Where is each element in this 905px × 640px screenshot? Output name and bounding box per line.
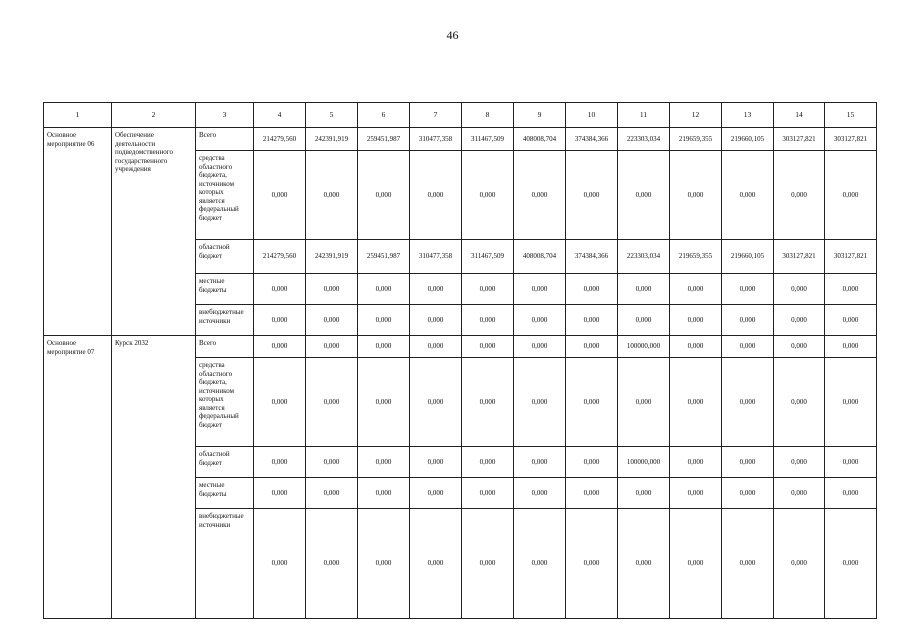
value-cell: 311467,509 — [462, 128, 514, 151]
funding-source: областной бюджет — [196, 447, 254, 478]
value-cell: 0,000 — [825, 151, 877, 240]
column-header: 6 — [358, 103, 410, 128]
value-cell: 0,000 — [566, 447, 618, 478]
value-cell: 0,000 — [462, 447, 514, 478]
value-cell: 0,000 — [306, 305, 358, 336]
value-cell: 0,000 — [566, 274, 618, 305]
value-cell: 0,000 — [462, 305, 514, 336]
activity-name: Основное мероприятие 07 — [44, 336, 112, 619]
value-cell: 0,000 — [410, 509, 462, 619]
value-cell: 0,000 — [618, 358, 670, 447]
value-cell: 0,000 — [306, 447, 358, 478]
value-cell: 311467,509 — [462, 240, 514, 274]
value-cell: 0,000 — [358, 336, 410, 358]
column-header: 1 — [44, 103, 112, 128]
value-cell: 219660,105 — [722, 240, 774, 274]
value-cell: 0,000 — [670, 447, 722, 478]
value-cell: 0,000 — [722, 336, 774, 358]
value-cell: 0,000 — [254, 151, 306, 240]
value-cell: 0,000 — [254, 358, 306, 447]
value-cell: 0,000 — [670, 509, 722, 619]
value-cell: 0,000 — [514, 358, 566, 447]
value-cell: 0,000 — [462, 274, 514, 305]
value-cell: 0,000 — [566, 336, 618, 358]
value-cell: 0,000 — [306, 336, 358, 358]
value-cell: 0,000 — [825, 305, 877, 336]
value-cell: 0,000 — [410, 305, 462, 336]
value-cell: 0,000 — [410, 358, 462, 447]
column-header: 5 — [306, 103, 358, 128]
value-cell: 0,000 — [254, 478, 306, 509]
value-cell: 0,000 — [774, 151, 825, 240]
value-cell: 0,000 — [514, 151, 566, 240]
value-cell: 408008,704 — [514, 240, 566, 274]
activity-name: Основное мероприятие 06 — [44, 128, 112, 336]
value-cell: 0,000 — [358, 305, 410, 336]
value-cell: 0,000 — [254, 447, 306, 478]
value-cell: 0,000 — [722, 305, 774, 336]
value-cell: 0,000 — [825, 358, 877, 447]
value-cell: 0,000 — [566, 509, 618, 619]
value-cell: 0,000 — [306, 509, 358, 619]
value-cell: 0,000 — [306, 358, 358, 447]
funding-source: средства областного бюджета, источником которых является федеральный бюджет — [196, 358, 254, 447]
value-cell: 214279,560 — [254, 128, 306, 151]
value-cell: 242391,919 — [306, 128, 358, 151]
table-row — [44, 336, 877, 358]
value-cell: 0,000 — [618, 151, 670, 240]
value-cell: 0,000 — [306, 151, 358, 240]
value-cell: 0,000 — [462, 358, 514, 447]
value-cell: 219659,355 — [670, 240, 722, 274]
value-cell: 0,000 — [774, 478, 825, 509]
value-cell: 303127,821 — [825, 128, 877, 151]
value-cell: 0,000 — [410, 274, 462, 305]
value-cell: 0,000 — [670, 305, 722, 336]
value-cell: 0,000 — [254, 509, 306, 619]
value-cell: 100000,000 — [618, 447, 670, 478]
value-cell: 0,000 — [722, 509, 774, 619]
value-cell: 0,000 — [514, 478, 566, 509]
value-cell: 0,000 — [514, 336, 566, 358]
value-cell: 303127,821 — [825, 240, 877, 274]
column-header: 3 — [196, 103, 254, 128]
value-cell: 0,000 — [410, 447, 462, 478]
activity-description: Курск 2032 — [112, 336, 196, 619]
funding-source: областной бюджет — [196, 240, 254, 274]
value-cell: 0,000 — [722, 151, 774, 240]
value-cell: 0,000 — [774, 447, 825, 478]
value-cell: 0,000 — [618, 274, 670, 305]
column-header: 12 — [670, 103, 722, 128]
column-header: 8 — [462, 103, 514, 128]
value-cell: 0,000 — [722, 447, 774, 478]
value-cell: 0,000 — [358, 358, 410, 447]
value-cell: 0,000 — [825, 509, 877, 619]
budget-table — [43, 102, 877, 619]
value-cell: 374384,366 — [566, 240, 618, 274]
value-cell: 0,000 — [722, 478, 774, 509]
value-cell: 0,000 — [358, 151, 410, 240]
funding-source: местные бюджеты — [196, 274, 254, 305]
value-cell: 0,000 — [670, 336, 722, 358]
value-cell: 0,000 — [774, 305, 825, 336]
funding-source: местные бюджеты — [196, 478, 254, 509]
value-cell: 0,000 — [825, 336, 877, 358]
value-cell: 0,000 — [514, 305, 566, 336]
column-header: 4 — [254, 103, 306, 128]
column-header: 13 — [722, 103, 774, 128]
value-cell: 0,000 — [618, 305, 670, 336]
value-cell: 0,000 — [670, 274, 722, 305]
value-cell: 0,000 — [670, 358, 722, 447]
value-cell: 0,000 — [566, 151, 618, 240]
value-cell: 219660,105 — [722, 128, 774, 151]
value-cell: 0,000 — [462, 336, 514, 358]
funding-source: внебюджетные источники — [196, 509, 254, 619]
value-cell: 0,000 — [722, 358, 774, 447]
value-cell: 0,000 — [774, 358, 825, 447]
value-cell: 303127,821 — [774, 240, 825, 274]
value-cell: 0,000 — [254, 336, 306, 358]
value-cell: 0,000 — [618, 478, 670, 509]
value-cell: 242391,919 — [306, 240, 358, 274]
value-cell: 0,000 — [254, 274, 306, 305]
value-cell: 0,000 — [358, 447, 410, 478]
value-cell: 0,000 — [358, 509, 410, 619]
value-cell: 408008,704 — [514, 128, 566, 151]
funding-source: Всего — [196, 336, 254, 358]
column-header: 2 — [112, 103, 196, 128]
value-cell: 214279,560 — [254, 240, 306, 274]
value-cell: 0,000 — [825, 478, 877, 509]
value-cell: 0,000 — [306, 274, 358, 305]
value-cell: 0,000 — [410, 336, 462, 358]
value-cell: 0,000 — [462, 478, 514, 509]
value-cell: 0,000 — [254, 305, 306, 336]
column-header: 7 — [410, 103, 462, 128]
funding-source: Всего — [196, 128, 254, 151]
value-cell: 0,000 — [514, 447, 566, 478]
value-cell: 0,000 — [670, 151, 722, 240]
value-cell: 223303,034 — [618, 128, 670, 151]
value-cell: 0,000 — [618, 509, 670, 619]
value-cell: 259451,987 — [358, 128, 410, 151]
value-cell: 0,000 — [722, 274, 774, 305]
value-cell: 0,000 — [825, 274, 877, 305]
table-row — [44, 128, 877, 151]
column-header: 11 — [618, 103, 670, 128]
value-cell: 0,000 — [566, 478, 618, 509]
value-cell: 0,000 — [462, 509, 514, 619]
header-row — [44, 103, 877, 128]
value-cell: 223303,034 — [618, 240, 670, 274]
column-header: 10 — [566, 103, 618, 128]
value-cell: 0,000 — [306, 478, 358, 509]
value-cell: 0,000 — [462, 151, 514, 240]
value-cell: 0,000 — [774, 509, 825, 619]
value-cell: 310477,358 — [410, 128, 462, 151]
value-cell: 0,000 — [670, 478, 722, 509]
value-cell: 0,000 — [358, 478, 410, 509]
value-cell: 100000,000 — [618, 336, 670, 358]
value-cell: 0,000 — [358, 274, 410, 305]
value-cell: 0,000 — [514, 274, 566, 305]
column-header: 15 — [825, 103, 877, 128]
value-cell: 219659,355 — [670, 128, 722, 151]
value-cell: 303127,821 — [774, 128, 825, 151]
column-header: 14 — [774, 103, 825, 128]
value-cell: 374384,366 — [566, 128, 618, 151]
column-header: 9 — [514, 103, 566, 128]
value-cell: 0,000 — [774, 274, 825, 305]
page-number: 46 — [446, 28, 459, 42]
value-cell: 0,000 — [410, 478, 462, 509]
funding-source: внебюджетные источники — [196, 305, 254, 336]
funding-source: средства областного бюджета, источником которых является федеральный бюджет — [196, 151, 254, 240]
activity-description: Обеспечение деятельности подведомственного государственного учреждения — [112, 128, 196, 336]
value-cell: 310477,358 — [410, 240, 462, 274]
value-cell: 0,000 — [566, 358, 618, 447]
value-cell: 0,000 — [566, 305, 618, 336]
value-cell: 0,000 — [410, 151, 462, 240]
value-cell: 0,000 — [825, 447, 877, 478]
value-cell: 259451,987 — [358, 240, 410, 274]
value-cell: 0,000 — [514, 509, 566, 619]
value-cell: 0,000 — [774, 336, 825, 358]
